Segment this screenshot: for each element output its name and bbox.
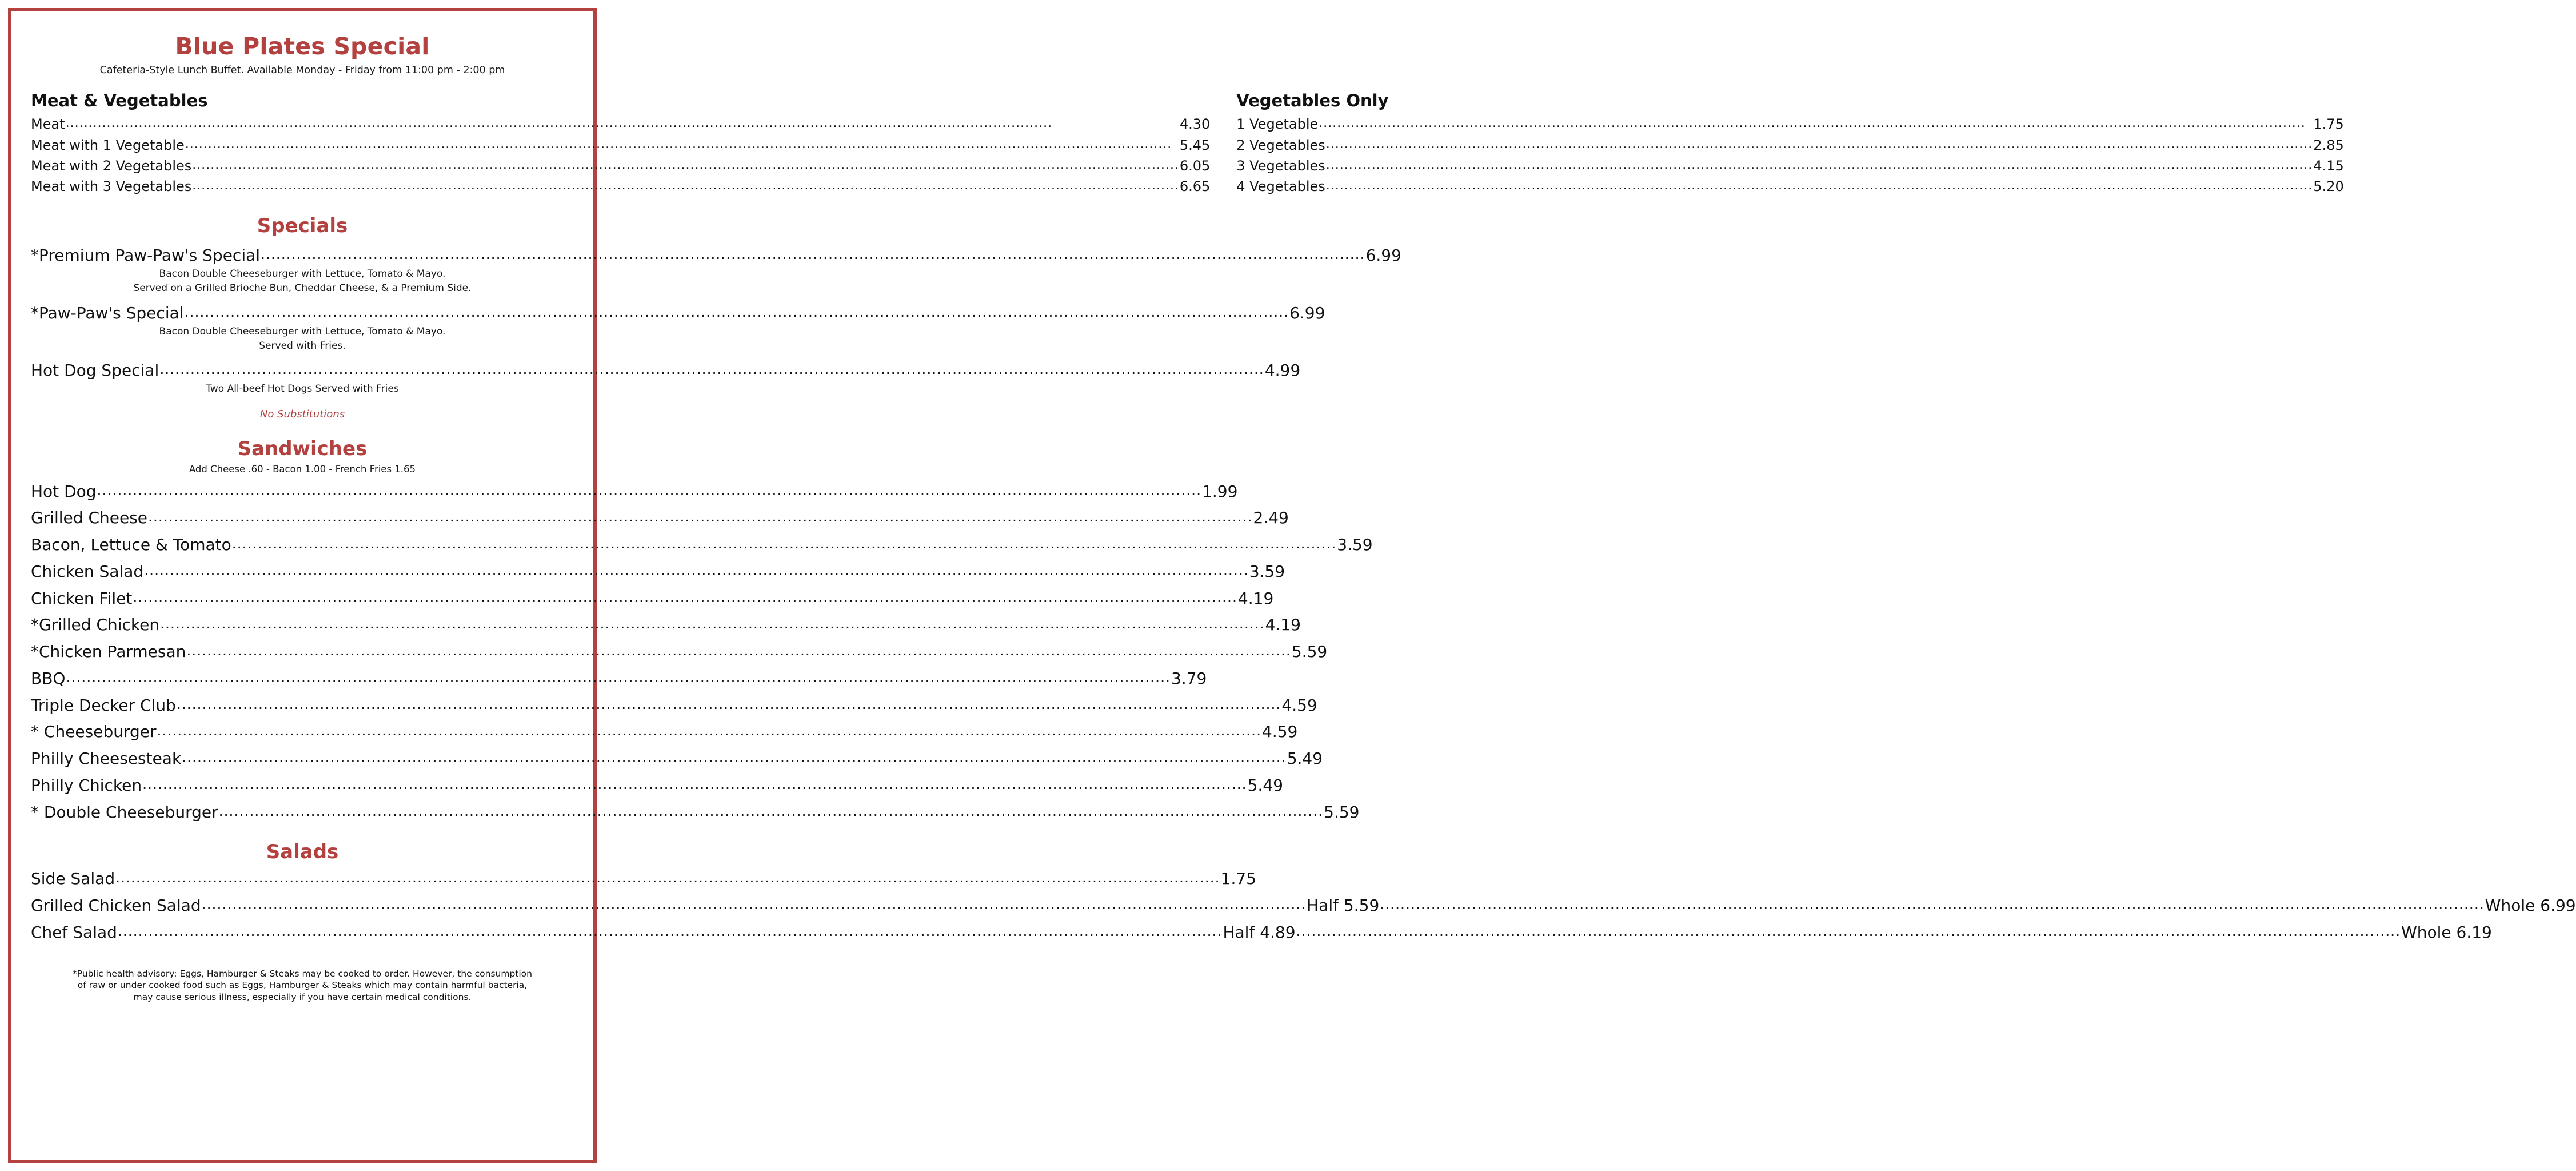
item-name: Hot Dog Special [31,361,159,380]
item-price: 4.99 [1264,361,1301,380]
leader-dots [219,799,1324,822]
leader-dots [142,772,1247,795]
item-name: BBQ [31,668,66,688]
item-name: Philly Cheesesteak [31,749,182,768]
item-name: 1 Vegetable [1236,116,1319,133]
menu-item-row [1236,176,2343,197]
item-name: * Cheeseburger [31,722,157,742]
footnote-line-1: *Public health advisory: Eggs, Hamburger & Steaks may be cooked to order. However, the consumption [73,968,532,979]
special-item-row [31,245,1401,266]
item-name: Side Salad [31,869,115,889]
item-name: Meat with 2 Vegetables [31,157,192,174]
leader-dots [160,612,1265,635]
item-name: Chef Salad [31,922,117,942]
item-name: Hot Dog [31,481,97,501]
item-price: 4.19 [1237,588,1274,608]
column-heading-meat-vegetables: Meat & Vegetables [31,91,208,111]
leader-dots [186,639,1291,662]
item-price: 4.15 [2313,157,2344,174]
menu-item-row [31,560,1285,583]
item-name: Chicken Filet [31,588,133,608]
item-price: 3.59 [1337,535,1373,555]
item-price-half: Half 5.59 [1307,896,1380,915]
menu-item-row [1236,135,2343,156]
item-price: 3.79 [1171,668,1207,688]
item-price: 5.49 [1247,775,1283,795]
menu-item-row [31,720,1298,743]
item-name: Bacon, Lettuce & Tomato [31,535,231,555]
leader-dots [144,559,1249,581]
item-name: Chicken Salad [31,561,144,581]
item-name: Meat with 3 Vegetables [31,178,192,195]
item-price: 6.99 [1365,245,1401,265]
page-subtitle: Cafeteria-Style Lunch Buffet. Available Monday - Friday from 11:00 pm - 2:00 pm [99,65,505,77]
item-name: Grilled Chicken Salad [31,896,201,915]
item-price-whole: Whole 6.99 [2485,896,2576,915]
menu-item-row [31,774,1283,797]
menu-border-frame [8,8,2576,1163]
no-substitutions-note: No Substitutions [259,408,345,420]
leader-dots [115,866,1220,889]
leader-dots [1326,174,2313,195]
leader-dots [66,112,1179,133]
leader-dots [232,532,1337,555]
menu-item-row [31,156,1210,176]
menu-item-row [31,801,1360,824]
leader-dots [148,505,1253,528]
item-price: 4.30 [1179,116,1211,133]
menu-item-row [31,176,1210,197]
item-name: Philly Chicken [31,775,142,795]
leader-dots [261,244,1365,264]
item-price: 1.99 [1202,481,1238,501]
menu-item-row [31,533,1373,556]
leader-dots [1326,154,2313,174]
item-price: 5.45 [1179,137,1211,153]
item-name: Triple Decker Club [31,695,176,715]
salads-list [31,867,2576,943]
item-name: *Paw-Paw's Special [31,303,184,322]
menu-item-row [1236,156,2343,176]
leader-dots [157,719,1262,742]
special-item-row [31,303,1325,324]
menu-item-row [31,587,1274,610]
leader-dots [185,301,1289,322]
item-price-whole: Whole 6.19 [2401,922,2492,942]
menu-item-row [31,640,1328,663]
menu-item-row [31,480,1238,503]
item-price: 4.59 [1262,722,1298,742]
buffet-column-meat-and-vegetables [31,91,1210,197]
menu-item-row [31,135,1210,156]
leader-dots [192,154,1179,174]
item-price: 5.49 [1287,749,1323,768]
item-name: 3 Vegetables [1236,157,1325,174]
leader-dots [1326,133,2313,154]
menu-item-row [31,921,2492,944]
menu-item-row [31,694,1317,717]
leader-dots [182,746,1287,768]
item-price: 5.20 [2313,178,2344,195]
menu-item-row [31,114,1210,134]
leader-dots [159,359,1264,379]
section-heading-salads: Salads [266,841,339,864]
sandwiches-list [31,480,1373,824]
item-name: Meat with 1 Vegetable [31,137,185,153]
menu-item-row [31,867,1256,890]
item-name: *Chicken Parmesan [31,642,186,662]
footnote-line-2: of raw or under cooked food such as Eggs, Hamburger & Steaks which may contain harmful bacteria, [77,980,528,991]
leader-dots [1380,893,2485,915]
leader-dots [192,174,1179,195]
item-name: 4 Vegetables [1236,178,1325,195]
item-price: 2.49 [1253,508,1289,528]
leader-dots [118,919,1223,942]
sandwiches-addons-note: Add Cheese .60 - Bacon 1.00 - French Fries 1.65 [189,463,416,475]
item-price: 6.65 [1179,178,1211,195]
item-price: 3.59 [1249,561,1285,581]
menu-item-row [31,667,1207,690]
special-item-row [31,360,1301,381]
special-description-line: Served on a Grilled Brioche Bun, Cheddar Cheese, & a Premium Side. [133,282,472,294]
leader-dots [202,893,1307,915]
special-description-line: Bacon Double Cheeseburger with Lettuce, Tomato & Mayo. [159,268,446,280]
item-name: Grilled Cheese [31,508,148,528]
leader-dots [185,133,1179,154]
item-price-half: Half 4.89 [1223,922,1296,942]
item-price: 4.19 [1265,615,1301,635]
item-price: 1.75 [1220,869,1256,889]
specials-list [31,245,1401,396]
item-name: *Grilled Chicken [31,615,160,635]
leader-dots [133,586,1237,608]
item-price: 2.85 [2313,137,2344,153]
menu-item-row [31,614,1301,636]
special-description-line: Two All-beef Hot Dogs Served with Fries [206,383,399,395]
menu-item-row [31,507,1289,529]
section-heading-sandwiches: Sandwiches [237,437,368,460]
leader-dots [177,692,1281,715]
item-price: 6.05 [1179,157,1211,174]
blue-plates-table [31,91,2344,197]
item-price: 5.59 [1324,802,1360,822]
menu-item-row [1236,114,2343,134]
leader-dots [1319,112,2313,133]
item-price: 5.59 [1291,642,1328,662]
leader-dots [97,479,1202,501]
item-price: 4.59 [1281,695,1317,715]
leader-dots [1296,919,2401,942]
item-name: *Premium Paw-Paw's Special [31,245,261,265]
item-name: 2 Vegetables [1236,137,1325,153]
leader-dots [66,666,1171,688]
menu-item-row [31,894,2576,917]
column-heading-vegetables-only: Vegetables Only [1236,91,1389,111]
special-description-line: Bacon Double Cheeseburger with Lettuce, Tomato & Mayo. [159,325,446,337]
section-heading-specials: Specials [257,214,348,237]
special-description-line: Served with Fries. [259,340,346,352]
buffet-column-vegetables-only [1236,91,2343,197]
footnote-line-3: may cause serious illness, especially if you have certain medical conditions. [133,992,472,1003]
item-price: 1.75 [2313,116,2344,133]
item-name: * Double Cheeseburger [31,802,218,822]
menu-item-row [31,747,1323,770]
item-price: 6.99 [1289,303,1325,322]
page-title: Blue Plates Special [175,33,430,60]
item-name: Meat [31,116,65,133]
health-advisory-footnote [31,968,574,1004]
